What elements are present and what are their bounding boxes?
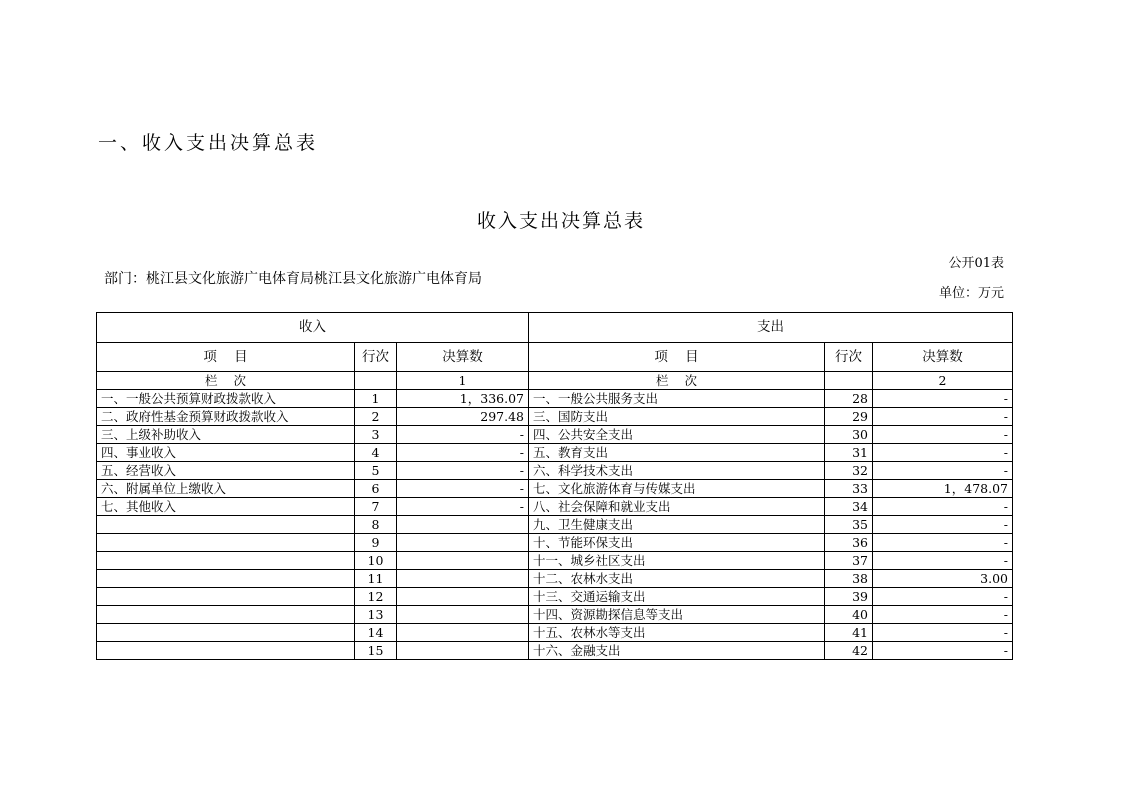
- table-row: [97, 642, 1013, 660]
- income-header: 收入: [97, 313, 529, 343]
- table-row: [97, 624, 1013, 642]
- expense-item: 十四、资源勘探信息等支出: [529, 606, 825, 624]
- expense-amount-col-header: 决算数: [873, 343, 1013, 372]
- income-amount: [397, 606, 529, 624]
- expense-line: 36: [825, 534, 873, 552]
- income-item: [97, 534, 355, 552]
- expense-item: 五、教育支出: [529, 444, 825, 462]
- expense-line: 28: [825, 390, 873, 408]
- table-row: [97, 588, 1013, 606]
- table-row: [97, 480, 1013, 498]
- income-line: 8: [355, 516, 397, 534]
- income-expense-table: [96, 312, 1013, 660]
- expense-amount: -: [873, 444, 1013, 462]
- expense-amount: -: [873, 462, 1013, 480]
- table-row: [97, 444, 1013, 462]
- income-amount: [397, 534, 529, 552]
- table-title: 收入支出决算总表: [476, 210, 645, 232]
- column-number-row: [97, 372, 1013, 390]
- expense-item: 三、国防支出: [529, 408, 825, 426]
- expense-item: 十一、城乡社区支出: [529, 552, 825, 570]
- table-row: [97, 426, 1013, 444]
- income-amount: [397, 552, 529, 570]
- income-item-col-header: 项 目: [97, 343, 355, 372]
- income-amount: [397, 642, 529, 660]
- income-line: 2: [355, 408, 397, 426]
- income-amount: -: [397, 498, 529, 516]
- expense-line: 38: [825, 570, 873, 588]
- expense-line-blank: [825, 372, 873, 390]
- income-line: 5: [355, 462, 397, 480]
- table-row: [97, 390, 1013, 408]
- unit-label: 单位：万元: [938, 286, 1004, 301]
- income-line: 9: [355, 534, 397, 552]
- expense-amount: -: [873, 588, 1013, 606]
- income-item: 二、政府性基金预算财政拨款收入: [97, 408, 355, 426]
- income-amount: -: [397, 462, 529, 480]
- expense-item: 十三、交通运输支出: [529, 588, 825, 606]
- expense-line: 29: [825, 408, 873, 426]
- expense-item: 四、公共安全支出: [529, 426, 825, 444]
- income-item: [97, 570, 355, 588]
- expense-amount: -: [873, 624, 1013, 642]
- expense-amount: -: [873, 498, 1013, 516]
- income-item: [97, 624, 355, 642]
- income-line: 13: [355, 606, 397, 624]
- expense-line: 33: [825, 480, 873, 498]
- expense-line: 37: [825, 552, 873, 570]
- expense-item: 七、文化旅游体育与传媒支出: [529, 480, 825, 498]
- income-item: 一、一般公共预算财政拨款收入: [97, 390, 355, 408]
- expense-line: 40: [825, 606, 873, 624]
- income-item: 四、事业收入: [97, 444, 355, 462]
- expense-amount: 3.00: [873, 570, 1013, 588]
- income-col-number: 1: [397, 372, 529, 390]
- table-header-row: [97, 313, 1013, 343]
- expense-amount: -: [873, 408, 1013, 426]
- department-label: 部门：桃江县文化旅游广电体育局桃江县文化旅游广电体育局: [104, 271, 482, 287]
- income-line: 12: [355, 588, 397, 606]
- income-item: 七、其他收入: [97, 498, 355, 516]
- income-item: [97, 552, 355, 570]
- income-item: [97, 606, 355, 624]
- income-line-blank: [355, 372, 397, 390]
- income-amount: -: [397, 480, 529, 498]
- income-line: 7: [355, 498, 397, 516]
- table-row: [97, 408, 1013, 426]
- income-line: 14: [355, 624, 397, 642]
- table-row: [97, 498, 1013, 516]
- expense-item: 八、社会保障和就业支出: [529, 498, 825, 516]
- income-amount: -: [397, 444, 529, 462]
- table-row: [97, 516, 1013, 534]
- expense-amount: -: [873, 534, 1013, 552]
- expense-line: 31: [825, 444, 873, 462]
- income-line: 15: [355, 642, 397, 660]
- income-amount: [397, 516, 529, 534]
- income-amount: 1，336.07: [397, 390, 529, 408]
- expense-col-number: 2: [873, 372, 1013, 390]
- expense-row-label: 栏 次: [529, 372, 825, 390]
- expense-amount: -: [873, 390, 1013, 408]
- expense-amount: -: [873, 606, 1013, 624]
- table-row: [97, 552, 1013, 570]
- income-row-label: 栏 次: [97, 372, 355, 390]
- income-item: [97, 642, 355, 660]
- income-line: 6: [355, 480, 397, 498]
- income-line: 11: [355, 570, 397, 588]
- table-row: [97, 570, 1013, 588]
- expense-line: 39: [825, 588, 873, 606]
- table-row: [97, 606, 1013, 624]
- table-row: [97, 534, 1013, 552]
- table-row: [97, 462, 1013, 480]
- income-item: [97, 516, 355, 534]
- expense-amount: -: [873, 516, 1013, 534]
- expense-item: 九、卫生健康支出: [529, 516, 825, 534]
- income-amount: [397, 570, 529, 588]
- expense-item: 十六、金融支出: [529, 642, 825, 660]
- income-amount-col-header: 决算数: [397, 343, 529, 372]
- income-amount: [397, 624, 529, 642]
- income-amount: 297.48: [397, 408, 529, 426]
- expense-line: 41: [825, 624, 873, 642]
- income-amount: [397, 588, 529, 606]
- income-line: 3: [355, 426, 397, 444]
- expense-amount: 1，478.07: [873, 480, 1013, 498]
- expense-item-col-header: 项 目: [529, 343, 825, 372]
- income-item: 三、上级补助收入: [97, 426, 355, 444]
- expense-amount: -: [873, 552, 1013, 570]
- expense-item: 十、节能环保支出: [529, 534, 825, 552]
- income-amount: -: [397, 426, 529, 444]
- expense-line: 35: [825, 516, 873, 534]
- expense-item: 十二、农林水支出: [529, 570, 825, 588]
- income-line: 4: [355, 444, 397, 462]
- income-line: 10: [355, 552, 397, 570]
- expense-line: 32: [825, 462, 873, 480]
- expense-item: 一、一般公共服务支出: [529, 390, 825, 408]
- income-item: 六、附属单位上缴收入: [97, 480, 355, 498]
- income-line-col-header: 行次: [355, 343, 397, 372]
- expense-item: 十五、农林水等支出: [529, 624, 825, 642]
- expense-line: 30: [825, 426, 873, 444]
- section-heading: 一、收入支出决算总表: [98, 132, 319, 154]
- expense-amount: -: [873, 642, 1013, 660]
- column-header-row: [97, 343, 1013, 372]
- expense-header: 支出: [529, 313, 1013, 343]
- expense-line: 42: [825, 642, 873, 660]
- income-item: [97, 588, 355, 606]
- income-item: 五、经营收入: [97, 462, 355, 480]
- form-code: 公开01表: [948, 256, 1004, 271]
- expense-line: 34: [825, 498, 873, 516]
- expense-line-col-header: 行次: [825, 343, 873, 372]
- expense-item: 六、科学技术支出: [529, 462, 825, 480]
- expense-amount: -: [873, 426, 1013, 444]
- income-line: 1: [355, 390, 397, 408]
